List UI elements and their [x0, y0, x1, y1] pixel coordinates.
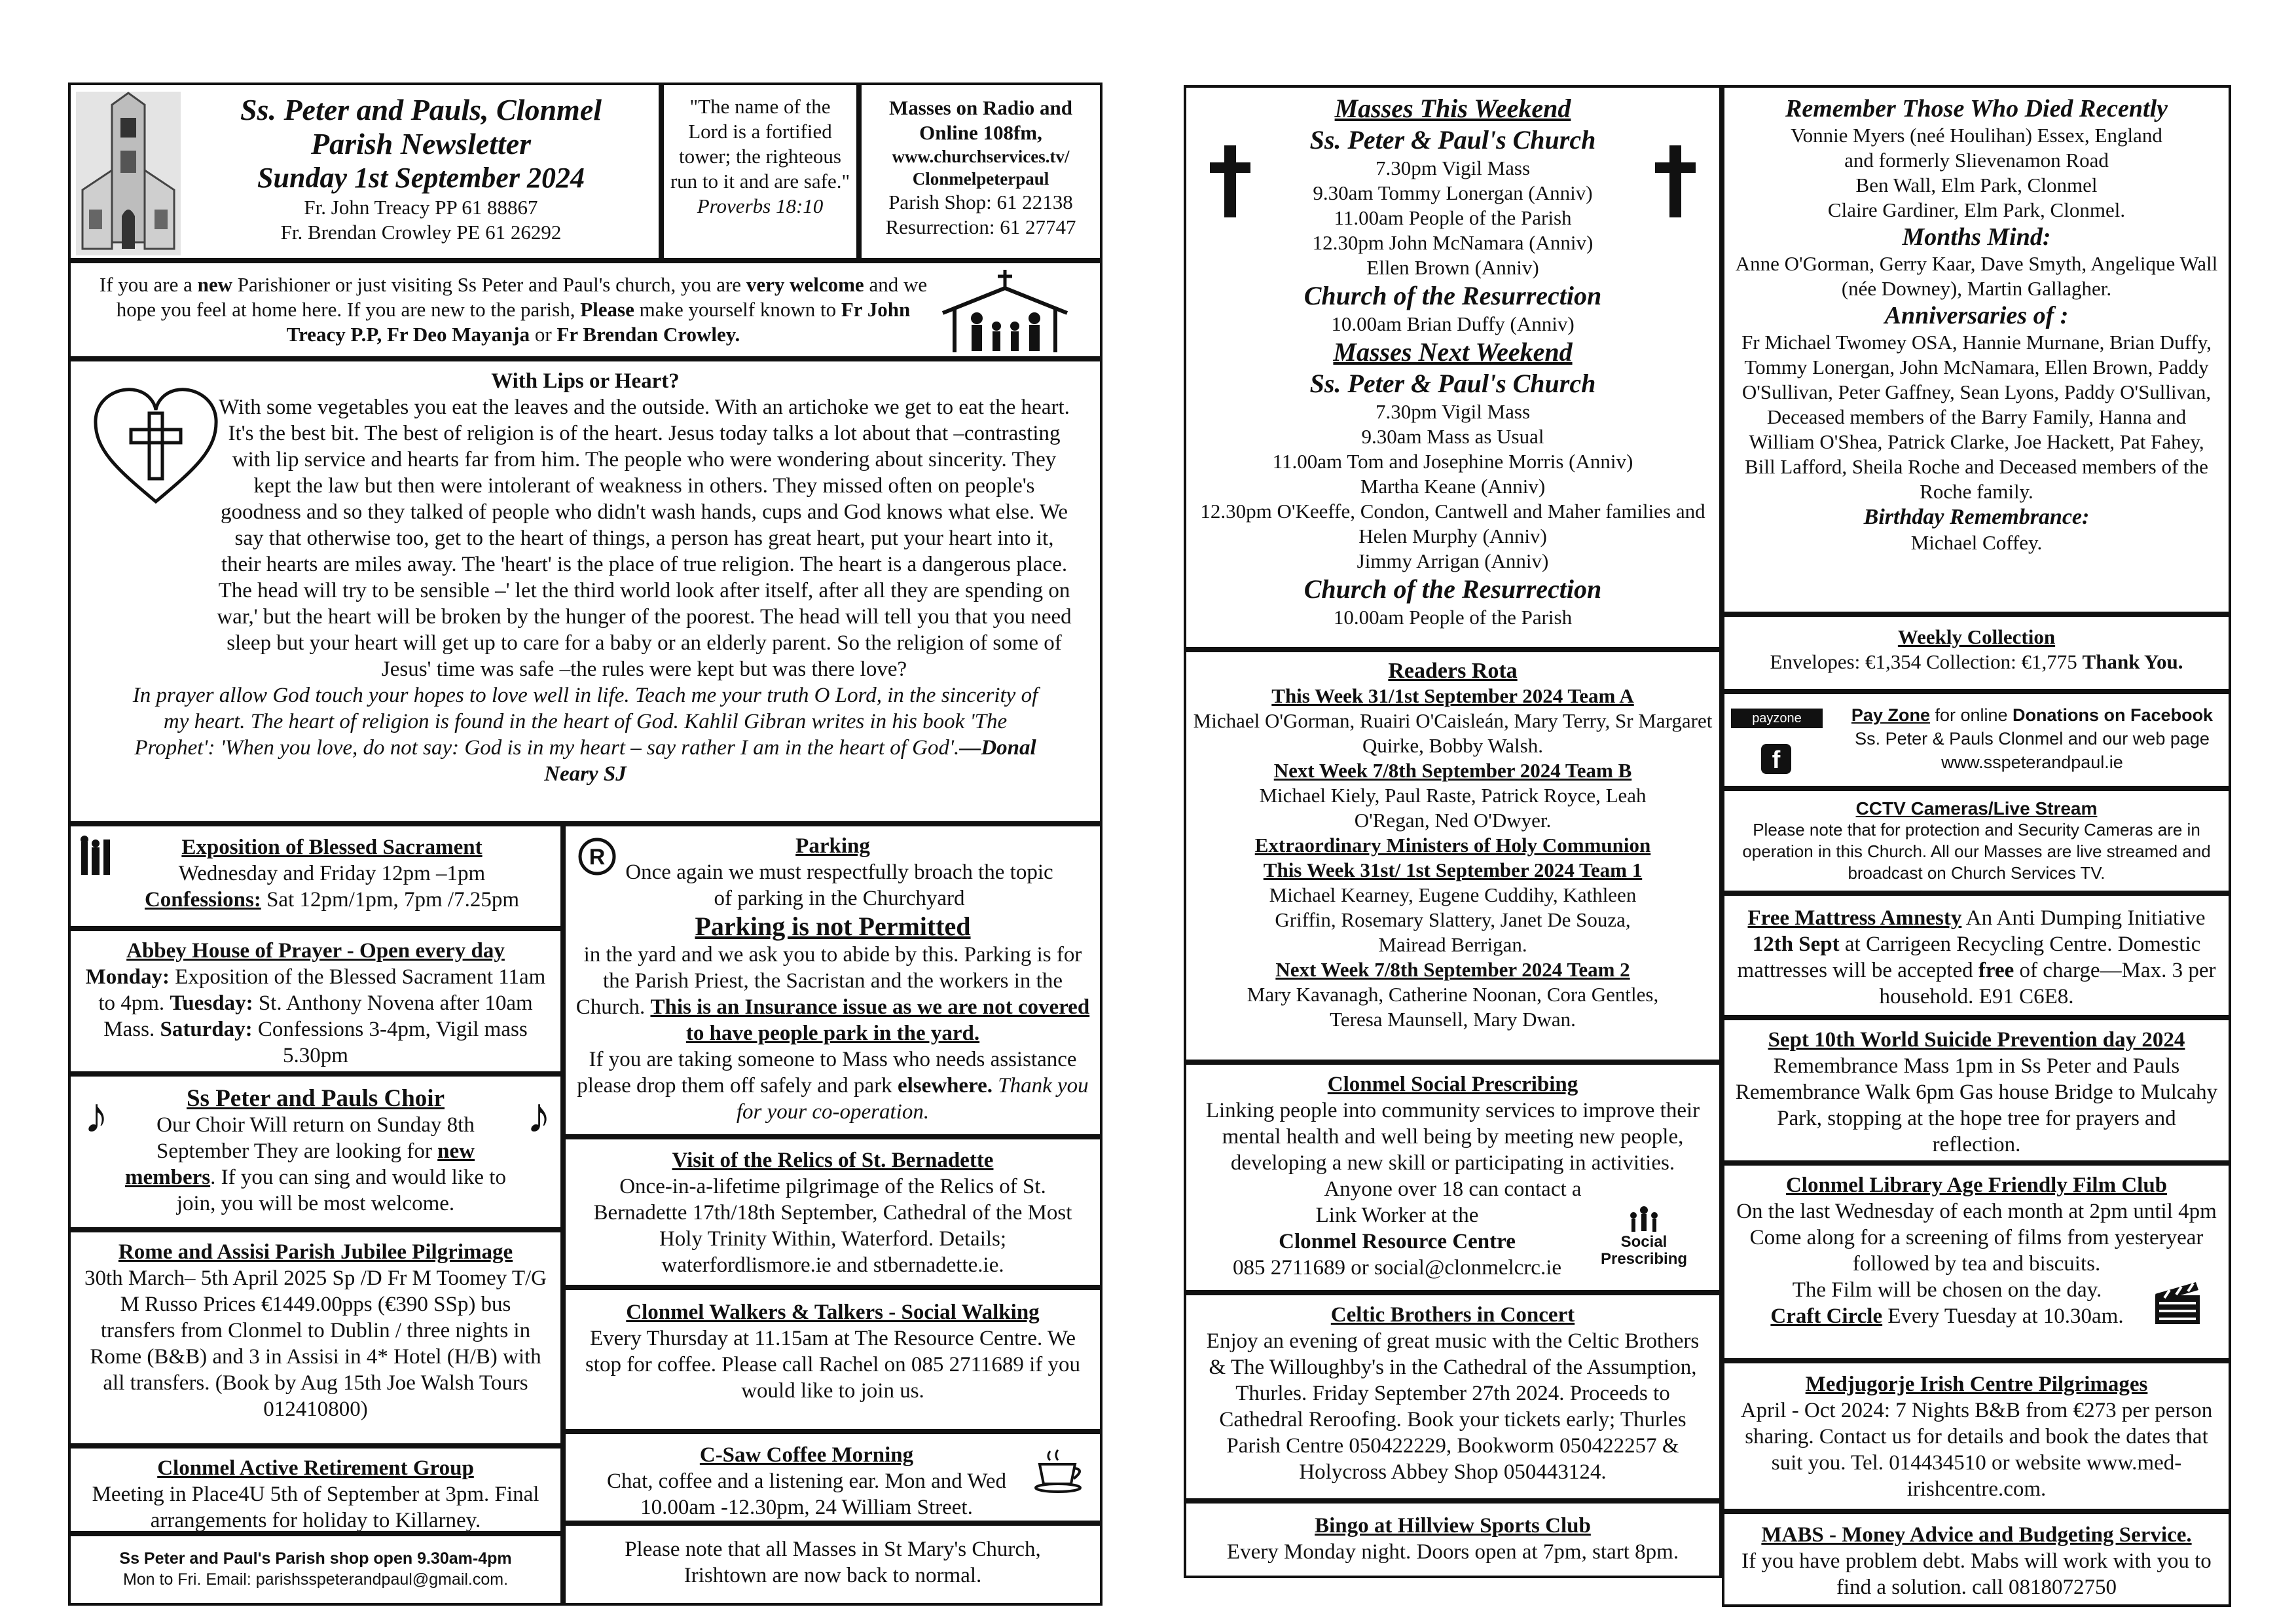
- birthday-title: Birthday Remembrance:: [1863, 505, 2090, 529]
- parking-intro: Once again we must respectfully broach the topic of parking in the Churchyard: [625, 860, 1053, 910]
- choir-title: Ss Peter and Pauls Choir: [186, 1085, 445, 1112]
- relics-box: [563, 1137, 1102, 1287]
- abbey-title: Abbey House of Prayer - Open every day: [126, 939, 505, 963]
- film-body: On the last Wednesday of each month at 2pm until 4pm Come along for a screening of films from yesteryear followed by tea and biscuits.: [1736, 1200, 2217, 1276]
- heart-cross-icon: [90, 384, 221, 508]
- masses-box: [1184, 85, 1722, 650]
- cctv-title: CCTV Cameras/Live Stream: [1855, 798, 2098, 819]
- retirement-box: [68, 1446, 563, 1534]
- payzone-logo: payzone: [1731, 709, 1823, 728]
- bingo-body: Every Monday night. Doors open at 7pm, start 8pm.: [1226, 1540, 1679, 1564]
- masses-next-weekend-title: Masses Next Weekend: [1333, 337, 1573, 367]
- exposition-times: Wednesday and Friday 12pm –1pm: [178, 862, 486, 885]
- list-item: 9.30am Tommy Lonergan (Anniv): [1313, 181, 1593, 204]
- collection-body: Envelopes: €1,354 Collection: €1,775 Thank You.: [1770, 650, 2183, 673]
- music-note-right-icon: ♪: [526, 1088, 551, 1143]
- radio-url[interactable]: www.churchservices.tv/ Clonmelpeterpaul: [892, 147, 1070, 189]
- parish-shop-phone: Parish Shop: 61 22138: [888, 191, 1073, 213]
- cctv-body: Please note that for protection and Security Cameras are in operation in this Church. All our Masses are live streamed and broadcast on Church Services TV.: [1742, 820, 2211, 883]
- celtic-title: Celtic Brothers in Concert: [1330, 1303, 1575, 1327]
- payzone-box: [1722, 692, 2231, 788]
- social-prescribing-box: [1184, 1062, 1722, 1293]
- church-logo: [76, 92, 181, 255]
- remember-list: [1732, 123, 2221, 223]
- walkers-box: [563, 1287, 1102, 1431]
- list-item: Ellen Brown (Anniv): [1366, 256, 1539, 279]
- church-resurrection-2: Church of the Resurrection: [1303, 574, 1602, 604]
- parking-box: [563, 824, 1102, 1137]
- list-item: 9.30am Mass as Usual: [1361, 425, 1544, 448]
- eucharistic-ministers-title: Extraordinary Ministers of Holy Communion: [1254, 834, 1651, 857]
- stmarys-box: [563, 1523, 1102, 1606]
- suicide-title: Sept 10th World Suicide Prevention day 2024: [1768, 1028, 2185, 1052]
- medjugorje-box: [1722, 1361, 2231, 1511]
- list-item: 12.30pm O'Keeffe, Condon, Cantwell and Maher families and Helen Murphy (Anniv): [1200, 500, 1705, 547]
- list-item: and formerly Slievenamon Road: [1844, 149, 2109, 172]
- craft-circle: Craft Circle Every Tuesday at 10.30am.: [1770, 1304, 2124, 1328]
- coffee-cup-icon: [1033, 1447, 1088, 1493]
- parking-not-permitted: Parking is not Permitted: [695, 912, 971, 941]
- exposition-title: Exposition of Blessed Sacrament: [181, 836, 483, 859]
- parking-title: Parking: [795, 834, 870, 858]
- bingo-title: Bingo at Hillview Sports Club: [1315, 1514, 1591, 1538]
- social-prescribing-logo: Social Prescribing: [1595, 1205, 1693, 1268]
- remember-title: Remember Those Who Died Recently: [1785, 95, 2168, 122]
- csaw-box: [563, 1431, 1102, 1523]
- collection-title: Weekly Collection: [1897, 625, 2056, 648]
- list-item: 12.30pm John McNamara (Anniv): [1312, 231, 1594, 254]
- payzone-body: Pay Zone for online Donations on Facebook Ss. Peter & Pauls Clonmel and our web page www.sspeterandpaul.ie: [1851, 705, 2214, 772]
- choir-box: [68, 1074, 563, 1230]
- list-item: 7.30pm Vigil Mass: [1375, 157, 1531, 179]
- mattress-body: Free Mattress Amnesty An Anti Dumping Initiative 12th Sept at Carrigeen Recycling Centre. Domestic mattresses will be accepted free of charge—Max. 3 per household. E91 C6E8.: [1737, 906, 2216, 1008]
- masses-this-weekend-title: Masses This Weekend: [1334, 94, 1571, 123]
- abbey-box: [68, 929, 563, 1074]
- relics-title: Visit of the Relics of St. Bernadette: [672, 1149, 994, 1172]
- shop-hours: Ss Peter and Paul's Parish shop open 9.30am-4pm: [119, 1549, 512, 1568]
- walkers-title: Clonmel Walkers & Talkers - Social Walking: [626, 1301, 1040, 1324]
- readers-week-1: This Week 31/1st September 2024 Team A: [1271, 684, 1634, 707]
- newsletter-date: Sunday 1st September 2024: [257, 162, 585, 194]
- readers-week-2: Next Week 7/8th September 2024 Team B: [1273, 759, 1632, 782]
- cross-left-icon: [1210, 145, 1250, 217]
- parking-body: in the yard and we ask you to abide by this. Parking is for the Parish Priest, the Sacristan and the workers in the Church. This is an Insurance issue as we are not covered to have people park in the yard.: [575, 943, 1090, 1045]
- quote-text: "The name of the Lord is a fortified tower; the righteous run to it and are safe.": [670, 95, 850, 193]
- celtic-box: [1184, 1293, 1722, 1501]
- list-item: 11.00am Tom and Josephine Morris (Anniv): [1272, 450, 1633, 473]
- list-item: 11.00am People of the Parish: [1334, 206, 1572, 229]
- list-item: Jimmy Arrigan (Anniv): [1357, 549, 1549, 572]
- ministers-week-2: Next Week 7/8th September 2024 Team 2: [1275, 958, 1630, 981]
- abbey-body: Monday: Exposition of the Blessed Sacrament 11am to 4pm. Tuesday: St. Anthony Novena after 10am Mass. Saturday: Confessions 3-4pm, Vigil mass 5.30pm: [85, 965, 546, 1067]
- ministers-week-1-names: Michael Kearney, Eugene Cuddihy, Kathleen Griffin, Rosemary Slattery, Janet De Souza, Mairead Berrigan.: [1269, 883, 1637, 956]
- welcome-text: If you are a new Parishioner or just visiting Ss Peter and Paul's church, you are very welcome and we hope you feel at home here. If you are new to the parish, Please make yourself known to Fr John Treacy P.P, Fr Deo Mayanja or Fr Brendan Crowley.: [99, 273, 928, 346]
- mattress-box: [1722, 893, 2231, 1018]
- film-club-box: [1722, 1163, 2231, 1361]
- mabs-title: MABS - Money Advice and Budgeting Service.: [1761, 1523, 2192, 1547]
- anniversaries-title: Anniversaries of :: [1884, 302, 2069, 329]
- resurrection-phone: Resurrection: 61 27747: [885, 215, 1076, 238]
- film-clapper-icon: [2153, 1277, 2202, 1327]
- readers-title: Readers Rota: [1388, 659, 1518, 683]
- suicide-body: Remembrance Mass 1pm in Ss Peter and Pauls Remembrance Walk 6pm Gas house Bridge to Mulcahy Park, stopping at the hope tree for prayers and reflection.: [1735, 1054, 2218, 1156]
- header-box: [68, 83, 661, 261]
- social-contact-2: Clonmel Resource Centre: [1279, 1230, 1516, 1253]
- celtic-body: Enjoy an evening of great music with the Celtic Brothers & The Willoughby's in the Cathedral of the Assumption, Thurles. Friday September 27th 2024. Proceeds to Cathedral Reroofing. Book your tickets early; Thurles Parish Centre 050422229, Bookworm 050422257 & Holycross Abbey Shop 050443124.: [1206, 1329, 1700, 1484]
- csaw-body: Chat, coffee and a listening ear. Mon and Wed 10.00am -12.30pm, 24 William Street.: [606, 1469, 1007, 1519]
- next-week-masses: [1193, 399, 1713, 574]
- shop-box: [68, 1534, 563, 1606]
- mabs-box: [1722, 1511, 2231, 1607]
- cctv-box: [1722, 788, 2231, 893]
- church-ss-peter-paul-1: Ss. Peter & Paul's Church: [1309, 125, 1596, 155]
- months-mind-title: Months Mind:: [1902, 223, 2051, 251]
- readers-week-1-names: Michael O'Gorman, Ruairi O'Caisleán, Mary Terry, Sr Margaret Quirke, Bobby Walsh.: [1193, 709, 1713, 757]
- list-item: Vonnie Myers (neé Houlihan) Essex, England: [1791, 124, 2162, 147]
- list-item: 7.30pm Vigil Mass: [1375, 400, 1531, 423]
- retirement-body: Meeting in Place4U 5th of September at 3pm. Final arrangements for holiday to Killarney.: [92, 1483, 539, 1532]
- ministers-week-2-names: Mary Kavanagh, Catherine Noonan, Cora Gentles, Teresa Maunsell, Mary Dwan.: [1247, 983, 1659, 1031]
- reflection-box: [68, 359, 1102, 824]
- music-note-left-icon: ♪: [84, 1088, 109, 1143]
- bingo-box: [1184, 1501, 1722, 1578]
- newsletter-subtitle: Parish Newsletter: [310, 127, 532, 160]
- csaw-title: C-Saw Coffee Morning: [699, 1443, 914, 1467]
- social-body: Linking people into community services to improve their mental health and well being by meeting new people, developing a new skill or participating in activities. Anyone over 18 can contact a: [1205, 1099, 1700, 1201]
- remember-box: [1722, 85, 2231, 614]
- reflection-body: With some vegetables you eat the leaves and the outside. With an artichoke we get to eat the heart. It's the best bit. The best of religion is of the heart. Jesus today talks a lot about that –contrasting with lip service and hearts far from him. The people who were wondering about sincerity. They kept the law but then were intolerant of weakness in others. They missed often on people's goodness and so they talked of people who didn't wash hands, cups and God knows what else. We say that otherwise too, get to the heart of things, a person has great heart, put your heart into it, their hearts are miles away. The 'heart' is the place of true religion. The heart is a dangerous place. The head will try to be sensible –' let the third world look after itself, after all they are spending on war,' but the heart will be broken by the hunger of the poorest. The head will tell you that you need sleep but your heart will get up to care for a baby or an elderly parent. So the religion of some of Jesus' time was safe –the rules were kept but was there love?: [217, 396, 1072, 681]
- relics-body: Once-in-a-lifetime pilgrimage of the Relics of St. Bernadette 17th/18th September, Cathedral of the Most Holy Trinity Within, Waterford. Details; waterfordlismore.ie and stbernadette.ie.: [593, 1175, 1072, 1277]
- registered-icon: [577, 837, 617, 876]
- mabs-body: If you have problem debt. Mabs will work with you to find a solution. call 0818072750: [1741, 1549, 2212, 1599]
- choir-body: Our Choir Will return on Sunday 8th September They are looking for new members. If you can sing and would like to join, you will be most welcome.: [125, 1113, 506, 1215]
- list-item: Ben Wall, Elm Park, Clonmel: [1855, 174, 2098, 196]
- priest-1: Fr. John Treacy PP 61 88867: [304, 196, 538, 219]
- anniversaries-names: Fr Michael Twomey OSA, Hannie Murnane, Brian Duffy, Tommy Lonergan, John McNamara, Ellen Brown, Paddy O'Sullivan, Peter Gaffney, Sean Lyons, Paddy O'Sullivan, Deceased members of the Barry Family, Hanna and William O'Shea, Patrick Clarke, Joe Hackett, Pat Fahey, Bill Lafford, Sheila Roche and Deceased members of the Roche family.: [1741, 331, 2212, 503]
- church-ss-peter-paul-2: Ss. Peter & Paul's Church: [1309, 369, 1596, 398]
- pilgrimage-body: 30th March– 5th April 2025 Sp /D Fr M Toomey T/G M Russo Prices €1449.00pps (€390 SSp) bus transfers from Clonmel to Dublin / three nights in Rome (B&B) and 3 in Assisi in 4* Hotel (H/B) with all transfers. (Book by Aug 15th Joe Walsh Tours 012410800): [84, 1266, 547, 1421]
- social-contact-3[interactable]: 085 2711689 or social@clonmelcrc.ie: [1232, 1256, 1562, 1280]
- cross-right-icon: [1655, 145, 1696, 217]
- readers-week-2-names: Michael Kiely, Paul Raste, Patrick Royce, Leah O'Regan, Ned O'Dwyer.: [1259, 784, 1647, 832]
- newsletter-title: Ss. Peter and Pauls, Clonmel: [240, 93, 602, 126]
- readers-box: [1184, 650, 1722, 1062]
- svg-text:R: R: [589, 845, 606, 870]
- church-resurrection-1: Church of the Resurrection: [1303, 281, 1602, 310]
- reflection-title: With Lips or Heart?: [491, 369, 680, 393]
- family-church-icon: [936, 268, 1074, 355]
- shop-email[interactable]: Mon to Fri. Email: parishsspeterandpaul@gmail.com.: [122, 1570, 509, 1589]
- medjugorje-title: Medjugorje Irish Centre Pilgrimages: [1805, 1373, 2148, 1396]
- ministers-week-1: This Week 31st/ 1st September 2024 Team 1: [1263, 858, 1643, 881]
- social-title: Clonmel Social Prescribing: [1327, 1073, 1578, 1096]
- radio-box: [859, 83, 1102, 261]
- retirement-title: Clonmel Active Retirement Group: [157, 1456, 474, 1480]
- birthday-names: Michael Coffey.: [1910, 531, 2043, 554]
- resurrection-mass-1: 10.00am Brian Duffy (Anniv): [1331, 312, 1575, 335]
- suicide-prevention-box: [1722, 1018, 2231, 1163]
- pilgrimage-box: [68, 1230, 563, 1446]
- parking-dropoff: If you are taking someone to Mass who needs assistance please drop them off safely and park elsewhere. Thank you for your co-operation.: [577, 1048, 1089, 1124]
- facebook-icon[interactable]: f: [1761, 744, 1791, 774]
- welcome-box: [68, 261, 1102, 359]
- stmarys-body: Please note that all Masses in St Mary's Church, Irishtown are now back to normal.: [625, 1538, 1041, 1587]
- exposition-box: [68, 824, 563, 929]
- months-mind-names: Anne O'Gorman, Gerry Kaar, Dave Smyth, Angelique Wall (née Downey), Martin Gallagher.: [1735, 252, 2218, 300]
- pilgrimage-title: Rome and Assisi Parish Jubilee Pilgrimage: [118, 1240, 513, 1264]
- list-item: Claire Gardiner, Elm Park, Clonmel.: [1827, 198, 2126, 221]
- quote-ref: Proverbs 18:10: [697, 194, 824, 217]
- film-chosen: The Film will be chosen on the day.: [1792, 1278, 2102, 1302]
- resurrection-mass-2: 10.00am People of the Parish: [1333, 606, 1573, 629]
- quote-box: [661, 83, 859, 261]
- adoration-icon: [77, 836, 118, 876]
- film-title: Clonmel Library Age Friendly Film Club: [1785, 1173, 2168, 1197]
- reflection-prayer: In prayer allow God touch your hopes to love well in life. Teach me your truth O Lord, in the sincerity of my heart. The heart of religion is found in the heart of God. Kahlil Gibran writes in his book 'The Prophet': 'When you love, do not say: God is in my heart – say rather I am in the heart of God'.—Donal Neary SJ: [132, 684, 1038, 786]
- medjugorje-body: April - Oct 2024: 7 Nights B&B from €273 per person sharing. Contact us for details and book the dates that suit you. Tel. 014434510 or website www.med-irishcentre.com.: [1740, 1399, 2213, 1501]
- radio-title: Masses on Radio and Online 108fm,: [889, 96, 1072, 144]
- confessions-times: Confessions: Sat 12pm/1pm, 7pm /7.25pm: [144, 888, 520, 912]
- social-contact-1: Link Worker at the: [1315, 1204, 1479, 1227]
- priest-2: Fr. Brendan Crowley PE 61 26292: [280, 221, 562, 244]
- this-week-masses: [1193, 156, 1713, 280]
- walkers-body: Every Thursday at 11.15am at The Resource Centre. We stop for coffee. Please call Rachel on 085 2711689 if you would like to join us.: [585, 1327, 1081, 1403]
- collection-box: [1722, 614, 2231, 692]
- list-item: Martha Keane (Anniv): [1360, 475, 1546, 498]
